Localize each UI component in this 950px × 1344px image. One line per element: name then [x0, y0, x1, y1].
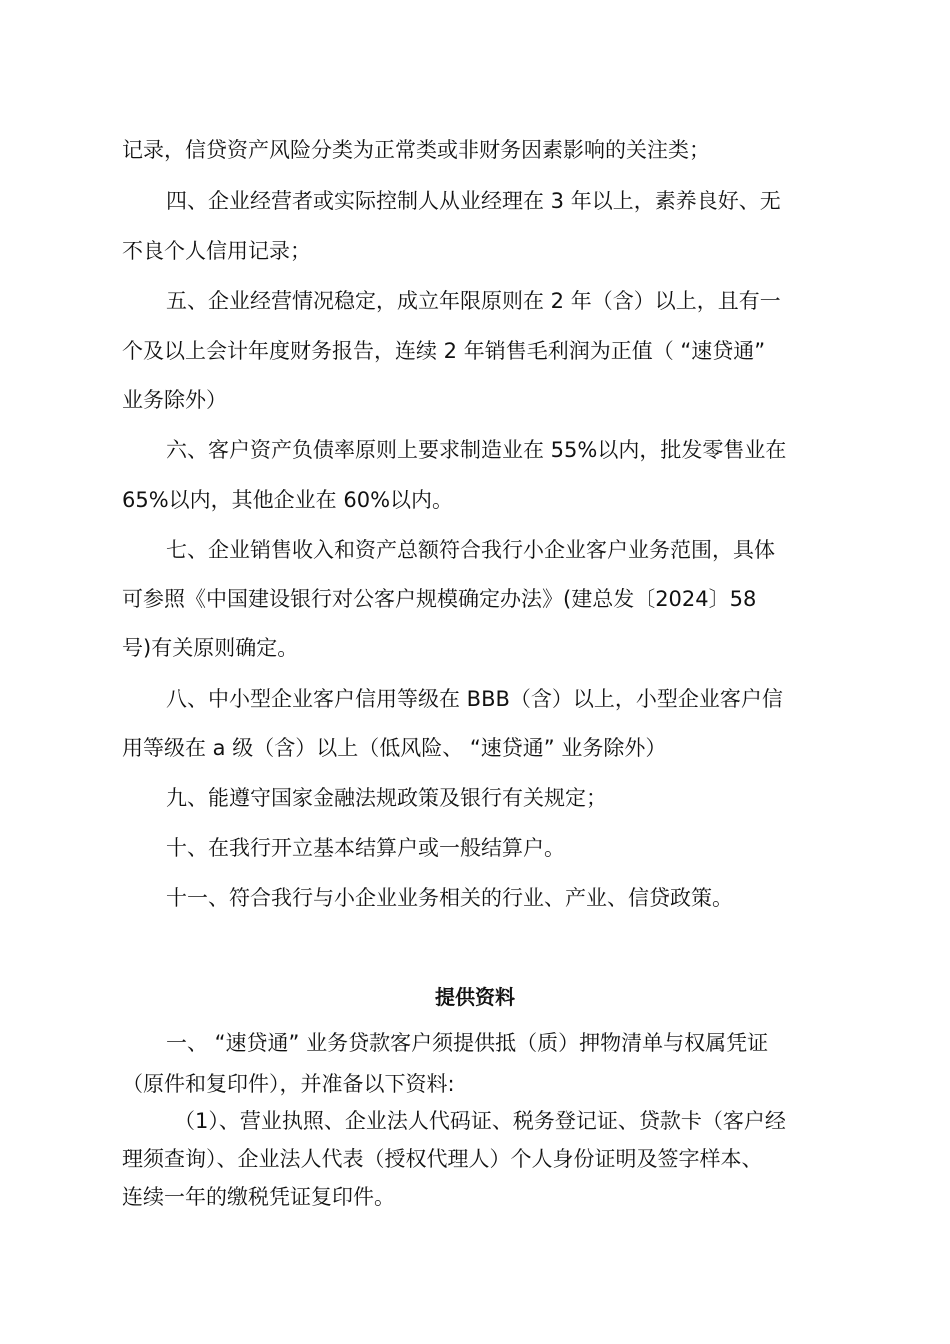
text-line: 八、中小型企业客户信用等级在 BBB（含）以上，小型企业客户信	[166, 687, 783, 711]
text-line: 用等级在 a 级（含）以上（低风险、 “速贷通” 业务除外）	[122, 736, 667, 760]
text-line: （原件和复印件），并准备以下资料:	[122, 1072, 455, 1096]
text-line: 连续一年的缴税凭证复印件。	[122, 1185, 395, 1209]
text-line: 个及以上会计年度财务报告，连续 2 年销售毛利润为正值（ “速贷通”	[122, 339, 766, 363]
text-line: 可参照《中国建设银行对公客户规模确定办法》(建总发〔2024〕58	[122, 587, 757, 611]
text-line: 七、企业销售收入和资产总额符合我行小企业客户业务范围，具体	[166, 538, 775, 562]
text-line: 理须查询）、企业法人代表（授权代理人）个人身份证明及签字样本、	[122, 1147, 763, 1171]
text-line: 不良个人信用记录；	[122, 239, 311, 263]
text-line: 十一、符合我行与小企业业务相关的行业、产业、信贷政策。	[166, 886, 733, 910]
text-line: 业务除外）	[122, 388, 227, 412]
text-line: 九、能遵守国家金融法规政策及银行有关规定；	[166, 786, 607, 810]
text-line: （1）、营业执照、企业法人代码证、税务登记证、贷款卡（客户经	[174, 1109, 786, 1133]
text-line: 四、企业经营者或实际控制人从业经理在 3 年以上，素养良好、无	[166, 189, 781, 213]
text-line: 十、在我行开立基本结算户或一般结算户。	[166, 836, 565, 860]
text-line: 五、企业经营情况稳定，成立年限原则在 2 年（含）以上，且有一	[166, 289, 781, 313]
text-line: 65%以内，其他企业在 60%以内。	[122, 488, 454, 512]
text-line: 一、 “速贷通” 业务贷款客户须提供抵（质）押物清单与权属凭证	[166, 1031, 769, 1055]
text-line: 号)有关原则确定。	[122, 636, 299, 660]
text-line: 六、客户资产负债率原则上要求制造业在 55%以内，批发零售业在	[166, 438, 787, 462]
text-line: 记录，信贷资产风险分类为正常类或非财务因素影响的关注类；	[122, 138, 710, 162]
section-heading: 提供资料	[435, 985, 515, 1009]
